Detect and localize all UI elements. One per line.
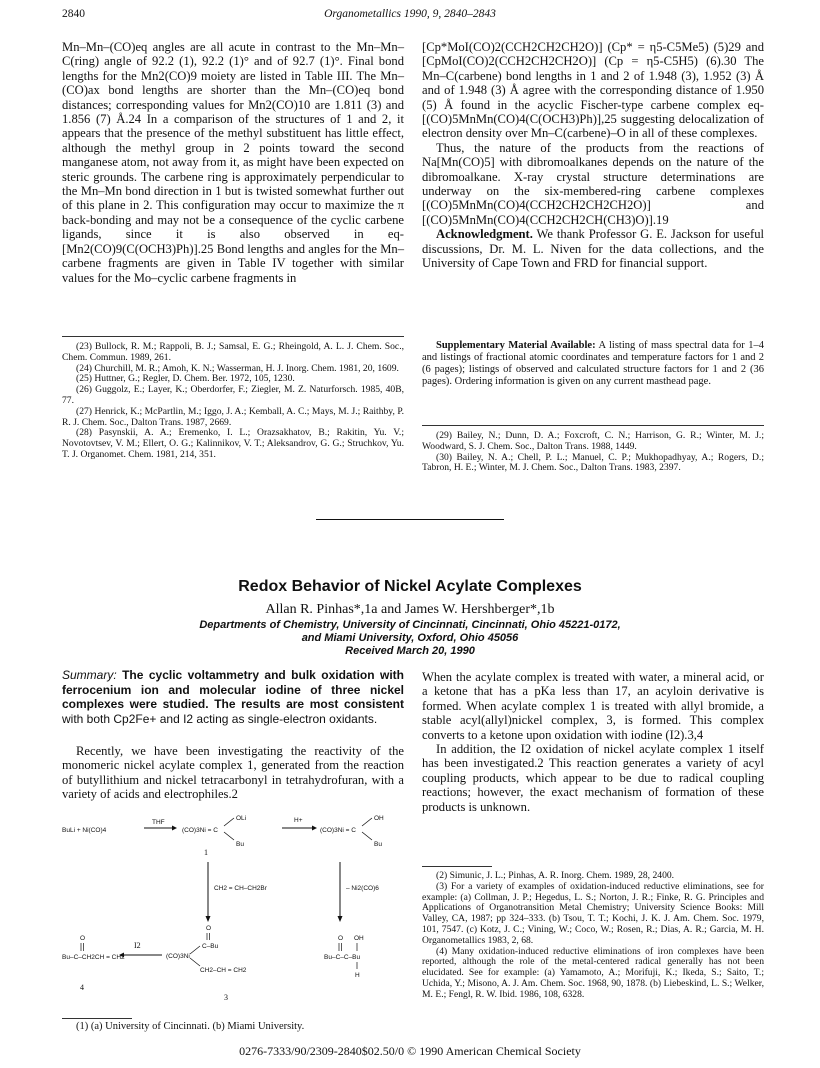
- supplementary-text: A listing of mass spectral data for 1–4 and listings of fractional atomic coordinates and temperature factors for 1 and 2 (6 pages); listings of observed and calculated structure factors for 1 and 2 (36 pages). Ordering information is given on any current masthead page.: [422, 340, 764, 387]
- scheme-h: H: [355, 972, 360, 979]
- compound-number-1: 1: [204, 848, 208, 857]
- bond-line: [190, 946, 200, 954]
- footnote: (4) Many oxidation-induced reductive eliminations of iron complexes have been reported, although the role of the metal-centered radical generally has not been elucidated. See for example: (a) Yamamoto, A.; Morifuji, K.; Ikeda, S.; Saito, T.; Uchida, Y.; Misono, A. J. Am. Chem. Soc. 1968, 90, 1878. (b) Liebeskind, L. S.; Welker, M. E.; Fengl, R. W. Ibid. 1986, 108, 6328.: [422, 945, 764, 1000]
- paragraph: Thus, the nature of the products from the reactions of Na[Mn(CO)5] with dibromoalkanes depends on the nature of the dibromoalkane. X-ray crystal structure determinations are underway on the six-membered-ring carbene complexes [(CO)5MnMn(CO)4(CCH2CH2CH2CH2O)] and [(CO)5MnMn(CO)4(CCH2CH2CH(CH3)O)].19: [422, 140, 764, 227]
- acknowledgment-label: Acknowledgment.: [436, 227, 533, 242]
- scheme-o: O: [338, 935, 344, 942]
- summary-label: Summary:: [62, 668, 117, 682]
- paragraph: [Cp*MoI(CO)2(CCH2CH2CH2O)] (Cp* = η5-C5Me5) (5)29 and [CpMoI(CO)2(CCH2CH2CH2O)] (Cp = η5-C5H5) (6).30 The Mn–C(carbene) bond lengths in 1 and 2 of 1.948 (3), 1.952 (3) Å and of 1.948 (3) Å agree with the corresponding distance of 1.950 (5) Å found in the acyclic Fischer-type carbene complex eq-[(CO)5MnMn(CO)4(C(OCH3)Ph)],25 suggesting delocalization of electron density over Mn–C(carbene)–O in all of these complexes.: [422, 40, 764, 141]
- footnotes-bottom-right: [422, 871, 764, 1001]
- arrowhead: [312, 826, 317, 831]
- affiliation-line: and Miami University, Oxford, Ohio 45056: [301, 632, 519, 644]
- previous-article-left-text: [62, 40, 404, 285]
- footnotes-left: [62, 342, 404, 461]
- received-date: Received March 20, 1990: [345, 645, 475, 657]
- article-title: Redox Behavior of Nickel Acylate Complexes: [238, 578, 582, 595]
- footnote-divider: [62, 1018, 132, 1019]
- bond-line: [224, 818, 234, 826]
- article-summary: [62, 668, 404, 726]
- paragraph: Recently, we have been investigating the reactivity of the monomeric nickel acylate complex 1, generated from the reaction of butyllithium and nickel tetracarbonyl in tetrahydrofuran, with a variety of acids and electrophiles.2: [62, 744, 404, 802]
- arrowhead: [206, 916, 211, 922]
- article-right-body: [422, 670, 764, 814]
- running-header: [62, 8, 758, 26]
- footnote: (27) Henrick, K.; McPartlin, M.; Iggo, J. A.; Kemball, A. C.; Mays, M. J.; Raithby, P. R. J. Chem. Soc., Dalton Trans. 1987, 2669.: [62, 405, 404, 428]
- journal-citation: Organometallics 1990, 9, 2840–2843: [324, 8, 496, 20]
- scheme-nickel-loss: – Ni2(CO)6: [346, 885, 379, 892]
- affiliation-line: Departments of Chemistry, University of Cincinnati, Cincinnati, Ohio 45221-0172,: [199, 619, 621, 631]
- scheme-o: O: [206, 925, 212, 932]
- supplementary-label: Supplementary Material Available:: [436, 340, 596, 351]
- article-authors: Allan R. Pinhas*,1a and James W. Hershberger*,1b: [265, 602, 555, 617]
- arrowhead: [172, 826, 177, 831]
- bond-line: [190, 958, 200, 966]
- footnote-divider: [62, 336, 404, 337]
- previous-article-right-text: [422, 40, 764, 271]
- scheme-h-plus: H+: [294, 817, 303, 824]
- summary-text: with both Cp2Fe+ and I2 acting as single-electron oxidants.: [62, 711, 378, 726]
- footnote: (28) Pasynskii, A. A.; Eremenko, I. L.; Orazsakhatov, B.; Rakitin, Yu. V.; Novotovtsev, V. M.; Ellert, O. G.; Kalinnikov, V. T.; Aleksandrov, G. G.; Struchkov, Yu. T. J. Organomet. Chem. 1981, 214, 351.: [62, 427, 404, 460]
- article-separator: [316, 519, 504, 520]
- scheme-oli: OLi: [236, 815, 247, 822]
- page-footer: 0276-7333/90/2309-2840$02.50/0 © 1990 American Chemical Society: [239, 1044, 581, 1058]
- footnote-1: [62, 1022, 404, 1033]
- footnote-divider: [422, 425, 764, 426]
- scheme-bu: Bu: [236, 841, 244, 848]
- footnote: (25) Huttner, G.; Regler, D. Chem. Ber. 1972, 105, 1230.: [76, 373, 295, 385]
- scheme-oh: OH: [374, 815, 384, 822]
- paragraph: When the acylate complex is treated with water, a mineral acid, or a ketone that has a pKa less than 17, an acyloin derivative is formed. When acylate complex 1 is treated with allyl bromide, a stable acyl(allyl)nickel complex, 3, is formed. This complex converts to a ketone upon oxidation with iodine (I2).3,4: [422, 670, 764, 742]
- footnote: (2) Simunic, J. L.; Pinhas, A. R. Inorg. Chem. 1989, 28, 2400.: [436, 870, 675, 881]
- scheme-allyl-group: CH2–CH = CH2: [200, 967, 247, 974]
- reaction-scheme: [62, 812, 404, 1008]
- scheme-o: O: [80, 935, 86, 942]
- footnotes-right: [422, 431, 764, 474]
- scheme-acyl-allyl-ni: (CO)3Ni: [166, 953, 190, 960]
- bond-line: [362, 818, 372, 826]
- scheme-acylate-2: (CO)3Ni = C: [320, 827, 356, 834]
- compound-number-3: 3: [224, 993, 228, 1002]
- paragraph: Mn–Mn–(CO)eq angles are all acute in contrast to the Mn–Mn–C(ring) angle of 92.2 (1), 92.2 (1)° and of 92.7 (1)°. Final bond lengths for the Mn2(CO)9 moiety are listed in Table III. The Mn–(CO)ax bond lengths are shorter than the Mn–(CO)eq bond distances; corresponding values for Mn2(CO)10 are 1.811 (3) and 1.856 (7) Å.24 In a comparison of the structures of 1 and 2, it appears that the presence of the methyl substituent has little effect, although the methyl group in 2 points toward the second manganese atom, not away from it, as might have been expected on steric grounds. The carbene ring is approximately perpendicular to the Mn–Mn bond direction in 1 but is twisted somewhat further out of this plane in 2. This configuration may occur to maximize the π back-bonding and may not be a consequence of the cyclic carbene ligands, since it is also observed in eq-[Mn2(CO)9(C(OCH3)Ph)].25 Bond lengths and angles for the Mn–carbene fragments are given in Table IV together with similar values for the Mo–cyclic carbene fragments in: [62, 40, 404, 285]
- scheme-acyloin: Bu–C–C–Bu: [324, 954, 361, 961]
- scheme-bu: Bu: [374, 841, 382, 848]
- footnote: (26) Guggolz, E.; Layer, K.; Oberdorfer, F.; Ziegler, M. Z. Naturforsch. 1985, 40B, 77.: [62, 384, 404, 406]
- footnote: (23) Bullock, R. M.; Rappoli, B. J.; Samsal, E. G.; Rheingold, A. L. J. Chem. Soc., Chem. Commun. 1989, 261.: [62, 341, 404, 363]
- bond-line: [224, 832, 234, 840]
- article-affiliation: [0, 619, 820, 658]
- compound-number-4: 4: [80, 983, 84, 992]
- supplementary-material: [422, 340, 764, 388]
- paragraph: In addition, the I2 oxidation of nickel acylate complex 1 itself has been investigated.2 This reaction generates a variety of acyl coupling products, which appear to be due to radical coupling reactions; however, the exact mechanism of formation of these products is unknown.: [422, 742, 764, 814]
- scheme-allyl-bromide: CH2 = CH–CH2Br: [214, 885, 267, 892]
- scheme-acyl-c: C–Bu: [202, 943, 219, 950]
- footnote-divider: [422, 866, 492, 867]
- scheme-ketone-4: Bu–C–CH2CH = CH2: [62, 954, 125, 961]
- page-number: 2840: [62, 8, 85, 20]
- acknowledgment-text: We thank Professor G. E. Jackson for useful discussions, Dr. M. L. Niven for the data collections, and the University of Cape Town and FRD for financial support.: [422, 227, 764, 271]
- footnote: (24) Churchill, M. R.; Amoh, K. N.; Wasserman, H. J. Inorg. Chem. 1981, 20, 1609.: [76, 362, 399, 374]
- footnote: (1) (a) University of Cincinnati. (b) Miami University.: [76, 1021, 305, 1032]
- footnote: (29) Bailey, N.; Dunn, D. A.; Foxcroft, C. N.; Harrison, G. R.; Winter, M. J.; Woodward, S. J. Chem. Soc., Dalton Trans. 1988, 1449.: [422, 430, 764, 452]
- scheme-acylate-1: (CO)3Ni = C: [182, 827, 218, 834]
- footnote: (30) Bailey, N. A.; Chell, P. L.; Manuel, C. P.; Mukhopadhyay, A.; Rogers, D.; Tabron, H. E.; Winter, M. J. Chem. Soc., Dalton Trans. 1983, 2397.: [422, 451, 764, 474]
- acknowledgment: [422, 227, 764, 270]
- scheme-iodine: I2: [134, 941, 141, 950]
- footnote: (3) For a variety of examples of oxidation-induced reductive eliminations, see for example: (a) Collman, J. P.; Hegedus, L. S.; Norton, J. R.; Finke, R. G. Principles and Applications of Organotransition Metal Chemistry; University Science Books: Mill Valley, CA, 1987; pp 324–333. (b) Tsou, T. T.; Kochi, J. K. J. Am. Chem. Soc. 1979, 101, 7547. (c) Kotz, J. C.; Vining, W.; Coco, W.; Rosen, R.; Dias, A. R.; Garcia, M. H. Organometallics 1983, 2, 68.: [422, 880, 764, 946]
- bond-line: [362, 832, 372, 840]
- scheme-reactants: BuLi + Ni(CO)4: [62, 827, 107, 834]
- scheme-thf-label: THF: [152, 819, 165, 826]
- scheme-oh: OH: [354, 935, 364, 942]
- summary-bold-text: The cyclic voltammetry and bulk oxidation with ferrocenium ion and molecular iodine of three nickel complexes were studied. The results are most consistent: [62, 668, 404, 712]
- article-left-body: [62, 744, 404, 802]
- arrowhead: [338, 916, 343, 922]
